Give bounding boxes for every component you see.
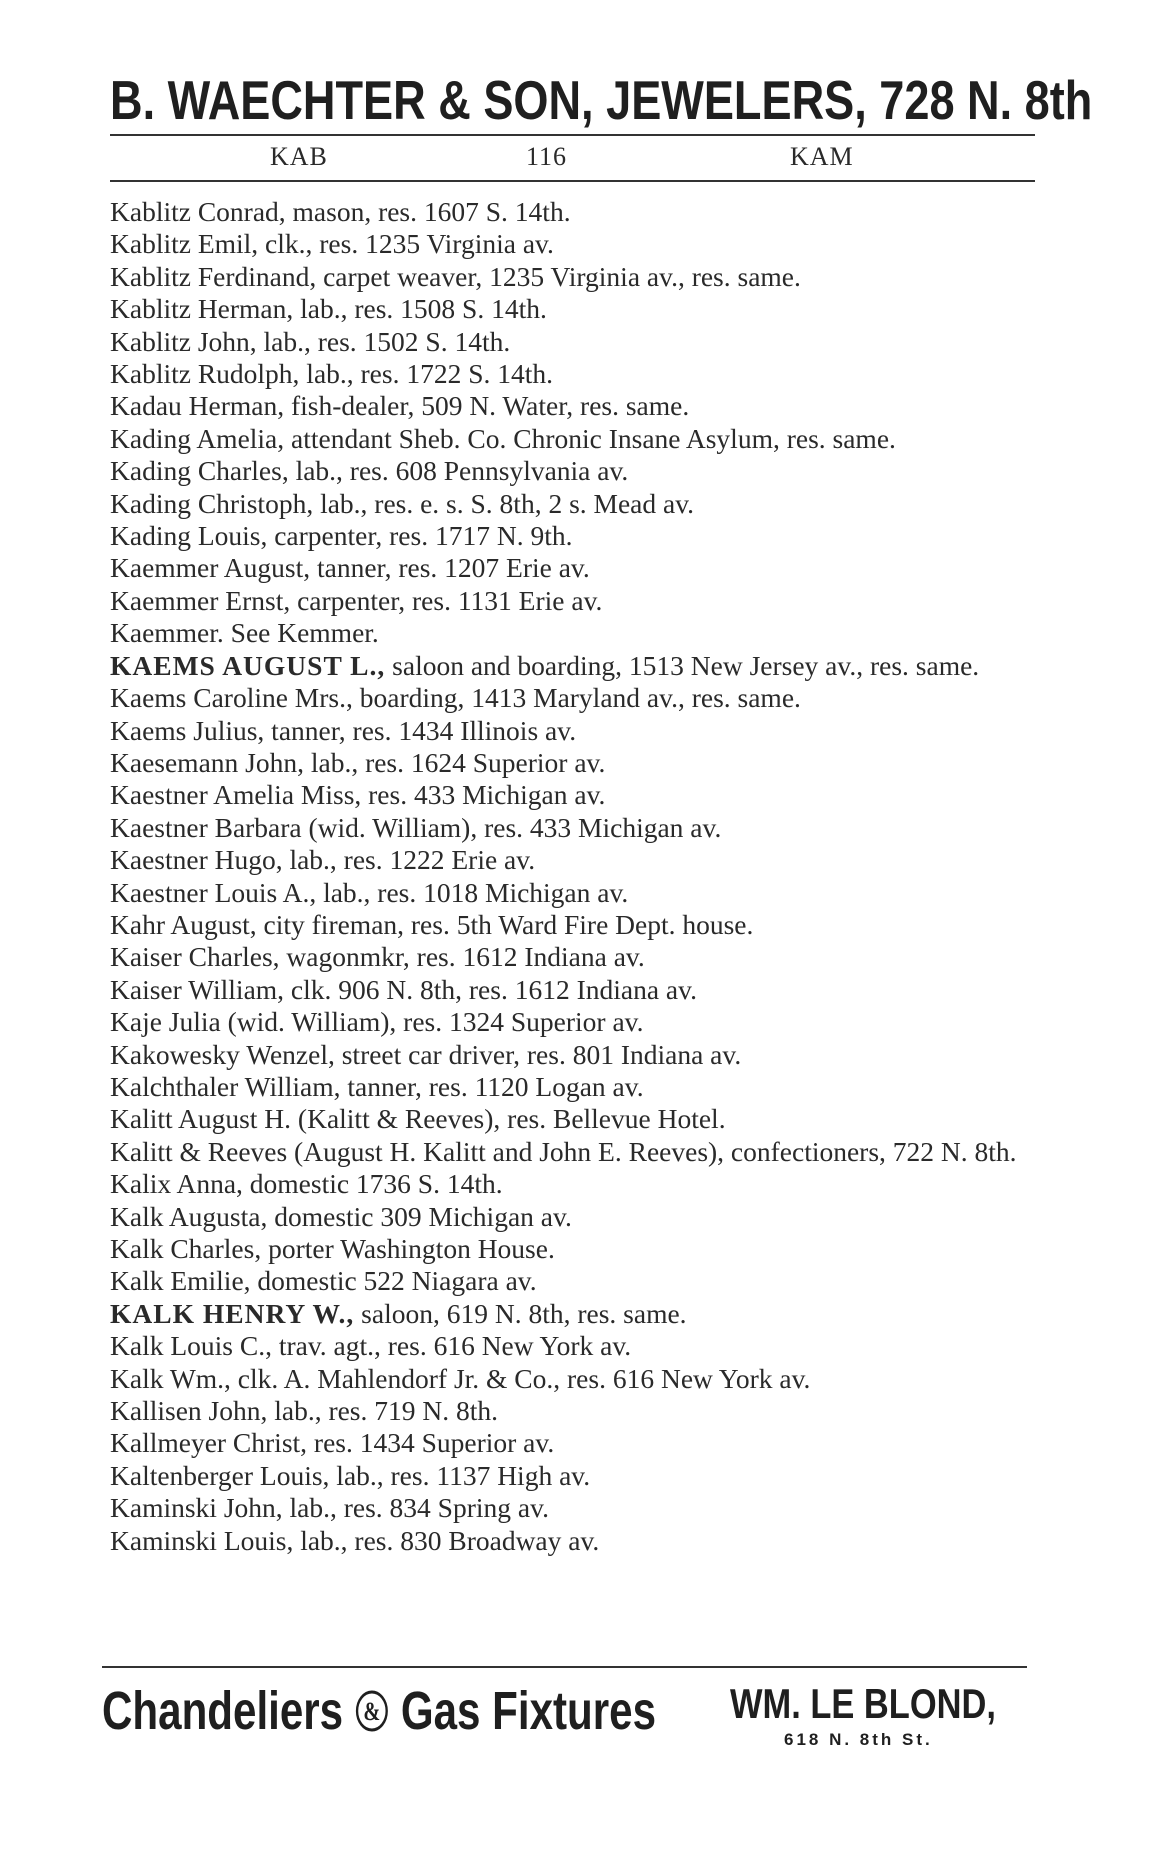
entry-text: Kakowesky Wenzel, street car driver, res. 801 Indiana av.: [110, 1038, 742, 1070]
directory-entry: [110, 1395, 1040, 1427]
entry-text: Kalk Emilie, domestic 522 Niagara av.: [110, 1265, 537, 1297]
entry-text: Kaemmer August, tanner, res. 1207 Erie av.: [110, 552, 590, 584]
directory-entry: [110, 682, 1040, 714]
entry-text: Kaems Caroline Mrs., boarding, 1413 Maryland av., res. same.: [110, 682, 801, 714]
entry-text: Kaestner Barbara (wid. William), res. 433 Michigan av.: [110, 811, 722, 843]
directory-entry: [110, 1201, 1040, 1233]
directory-entry: [110, 423, 1040, 455]
entry-text: Kalitt August H. (Kalitt & Reeves), res. Bellevue Hotel.: [110, 1103, 726, 1135]
entry-text: Kaems Julius, tanner, res. 1434 Illinois av.: [110, 714, 577, 746]
directory-entry: [110, 1006, 1040, 1038]
directory-entry: [110, 552, 1040, 584]
svg-text:&: &: [363, 1697, 381, 1727]
entry-text: Kalk Charles, porter Washington House.: [110, 1233, 555, 1264]
header-rule: [110, 134, 1035, 136]
footer-advertisement: [102, 1680, 1027, 1760]
directory-entry: [110, 617, 1040, 649]
entry-text: Kaemmer. See Kemmer.: [110, 617, 379, 649]
directory-entry: [110, 1071, 1040, 1103]
directory-entry: [110, 909, 1040, 941]
entry-text: Kading Amelia, attendant Sheb. Co. Chronic Insane Asylum, res. same.: [110, 422, 896, 454]
directory-entry: [110, 1330, 1040, 1362]
entry-text: Kablitz Rudolph, lab., res. 1722 S. 14th.: [110, 358, 554, 390]
directory-entry: [110, 974, 1040, 1006]
entry-text: saloon and boarding, 1513 New Jersey av., res. same.: [385, 649, 980, 681]
entry-text: Kablitz Herman, lab., res. 1508 S. 14th.: [110, 293, 547, 325]
directory-entries: [110, 196, 1040, 1557]
entry-text: Kalchthaler William, tanner, res. 1120 Logan av.: [110, 1070, 644, 1102]
header-advertisement: B. WAECHTER & SON, JEWELERS, 728 N. 8th: [110, 69, 1093, 131]
entry-text: Kading Louis, carpenter, res. 1717 N. 9th.: [110, 520, 573, 552]
directory-entry: [110, 1039, 1040, 1071]
entry-text: saloon, 619 N. 8th, res. same.: [354, 1297, 687, 1329]
entry-text: Kaltenberger Louis, lab., res. 1137 High av.: [110, 1459, 591, 1491]
running-head-rule: [110, 180, 1035, 182]
running-head-left: KAB: [270, 142, 328, 171]
entry-text: Kaemmer Ernst, carpenter, res. 1131 Erie av.: [110, 584, 603, 616]
footer-ad-address: 618 N. 8th St.: [784, 1730, 933, 1749]
entry-text: Kaminski Louis, lab., res. 830 Broadway av.: [110, 1524, 600, 1556]
directory-entry: [110, 1363, 1040, 1395]
directory-entry: [110, 1298, 1040, 1330]
entry-text: Kaesemann John, lab., res. 1624 Superior av.: [110, 746, 606, 778]
directory-entry: [110, 1525, 1040, 1557]
entry-text: Kalk Louis C., trav. agt., res. 616 New York av.: [110, 1330, 632, 1362]
running-head-right: KAM: [790, 142, 854, 171]
directory-entry: [110, 877, 1040, 909]
entry-text: Kaestner Amelia Miss, res. 433 Michigan av.: [110, 779, 606, 811]
entry-text: Kablitz John, lab., res. 1502 S. 14th.: [110, 325, 511, 357]
entry-text: Kablitz Ferdinand, carpet weaver, 1235 Virginia av., res. same.: [110, 260, 801, 292]
entry-text: Kading Christoph, lab., res. e. s. S. 8th, 2 s. Mead av.: [110, 487, 695, 519]
directory-entry: [110, 747, 1040, 779]
directory-entry: [110, 196, 1040, 228]
directory-entry: [110, 520, 1040, 552]
entry-text: Kadau Herman, fish-dealer, 509 N. Water, res. same.: [110, 390, 690, 422]
directory-entry: [110, 1103, 1040, 1135]
directory-entry: [110, 390, 1040, 422]
entry-text: Kallisen John, lab., res. 719 N. 8th.: [110, 1395, 499, 1427]
page-number: 116: [526, 142, 568, 171]
entry-text: Kaiser Charles, wagonmkr, res. 1612 Indiana av.: [110, 941, 645, 973]
entry-text: Kablitz Emil, clk., res. 1235 Virginia av.: [110, 228, 554, 260]
directory-entry: [110, 715, 1040, 747]
entry-text: Kablitz Conrad, mason, res. 1607 S. 14th.: [110, 196, 571, 227]
directory-entry: [110, 326, 1040, 358]
directory-entry: [110, 1427, 1040, 1459]
directory-entry: [110, 941, 1040, 973]
entry-bold-name: KALK HENRY W.,: [110, 1297, 355, 1329]
entry-text: Kallmeyer Christ, res. 1434 Superior av.: [110, 1427, 555, 1459]
directory-entry: [110, 358, 1040, 390]
footer-rule: [102, 1666, 1027, 1668]
running-head: [110, 142, 1035, 176]
entry-text: Kading Charles, lab., res. 608 Pennsylvania av.: [110, 455, 629, 487]
directory-entry: [110, 1233, 1040, 1265]
entry-text: Kaestner Hugo, lab., res. 1222 Erie av.: [110, 844, 536, 876]
directory-entry: [110, 1265, 1040, 1297]
entry-text: Kalk Augusta, domestic 309 Michigan av.: [110, 1200, 572, 1232]
directory-entry: [110, 261, 1040, 293]
entry-text: Kaiser William, clk. 906 N. 8th, res. 1612 Indiana av.: [110, 973, 697, 1005]
directory-entry: [110, 1136, 1040, 1168]
directory-entry: [110, 1168, 1040, 1200]
footer-ad-left-text: Chandeliers: [102, 1681, 344, 1741]
entry-text: Kaestner Louis A., lab., res. 1018 Michigan av.: [110, 876, 629, 908]
directory-entry: [110, 228, 1040, 260]
entry-text: Kahr August, city fireman, res. 5th Ward Fire Dept. house.: [110, 908, 754, 940]
entry-text: Kaje Julia (wid. William), res. 1324 Superior av.: [110, 1006, 644, 1038]
directory-entry: [110, 455, 1040, 487]
footer-ad-middle-text: Gas Fixtures: [400, 1681, 657, 1741]
ampersand-emblem-icon: [355, 1689, 389, 1733]
directory-entry: [110, 1492, 1040, 1524]
entry-text: Kaminski John, lab., res. 834 Spring av.: [110, 1492, 549, 1524]
directory-entry: [110, 779, 1040, 811]
footer-ad-brand: WM. LE BLOND,: [730, 1680, 996, 1727]
directory-entry: [110, 1460, 1040, 1492]
entry-text: Kalix Anna, domestic 1736 S. 14th.: [110, 1168, 503, 1200]
directory-entry: [110, 812, 1040, 844]
directory-entry: [110, 585, 1040, 617]
directory-entry: [110, 488, 1040, 520]
footer-ad-main: [102, 1680, 656, 1742]
entry-bold-name: KAEMS AUGUST L.,: [110, 649, 386, 681]
directory-entry: [110, 650, 1040, 682]
entry-text: Kalk Wm., clk. A. Mahlendorf Jr. & Co., res. 616 New York av.: [110, 1362, 811, 1394]
directory-entry: [110, 293, 1040, 325]
directory-entry: [110, 844, 1040, 876]
entry-text: Kalitt & Reeves (August H. Kalitt and John E. Reeves), confectioners, 722 N. 8th.: [110, 1135, 1017, 1167]
